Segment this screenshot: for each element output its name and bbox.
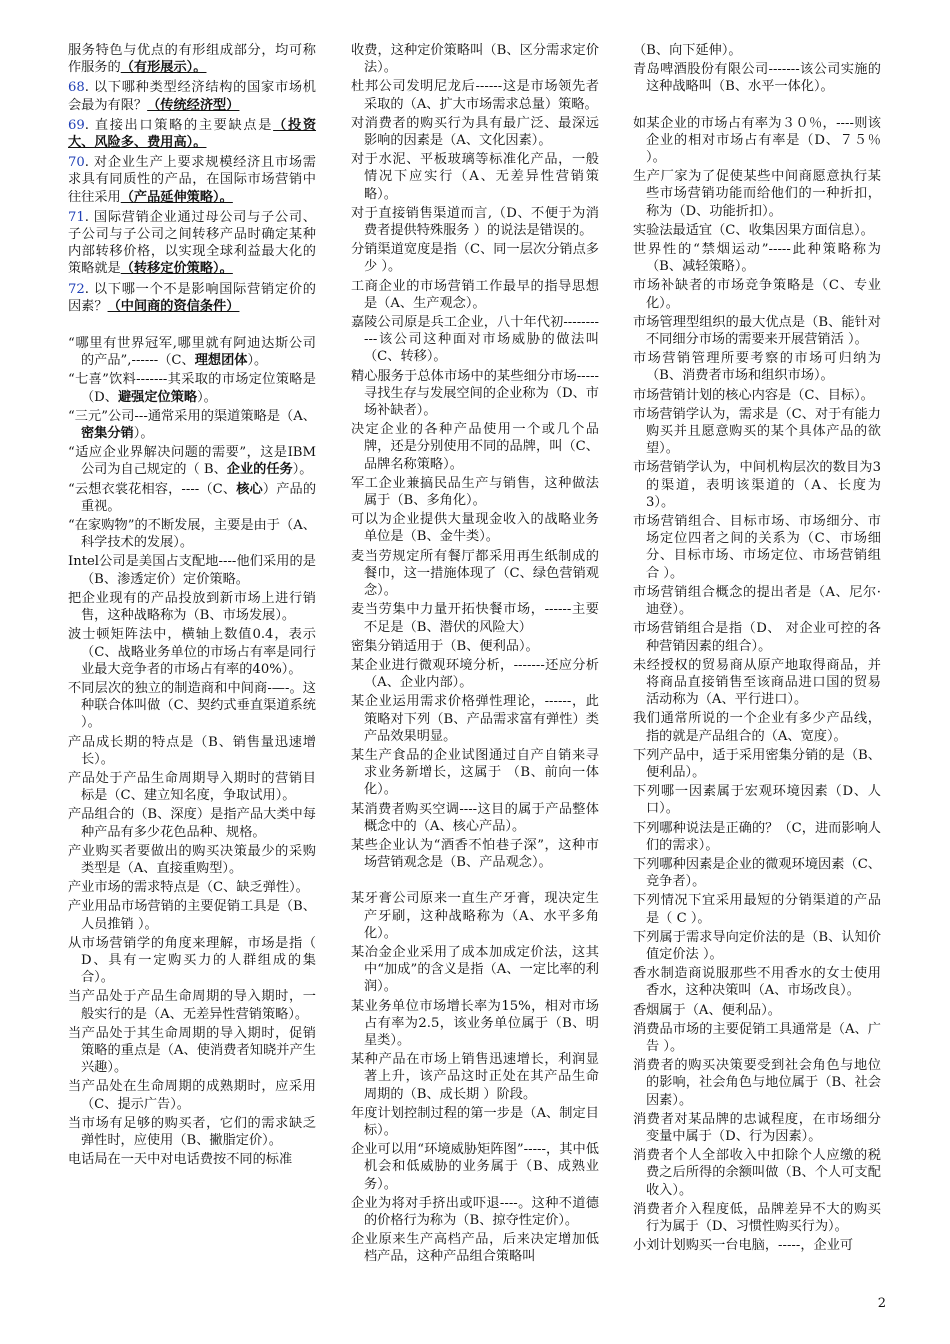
question-text: 不同层次的独立的制造商和中间商-—-。这种联合体叫做（C、契约式垂直渠道系统 ）。 [68,680,316,731]
question-text: 当产品处于其生命周期的导入期时，促销策略的重点是（A、使消费者知晓并产生兴趣）。 [68,1025,316,1076]
question-text: 产品成长期的特点是（B、销售量迅速增长）。 [68,734,316,767]
question-item: 某牙膏公司原来一直生产牙膏，现决定生产牙刷，这种战略称为（A、水平多角化）。 [351,891,599,941]
question-item: 军工企业兼搞民品生产与销售，这种做法属于（B、多角化）。 [351,475,599,509]
answer-emphasis: 企业的任务 [226,462,293,478]
question-item: 某企业进行微观环境分析，-------还应分析（A、企业内部）。 [351,657,599,691]
question-text: “哪里有世界冠军,哪里就有阿迪达斯公司的产品”,------（C、 [68,336,316,369]
column-left [68,42,316,1170]
question-item [68,209,316,278]
answer-text: （转移定价策略）。 [120,261,233,277]
question-item: 市场营销学认为，需求是（C、对于有能力购买并且愿意购买的某个具体产品的欲望）。 [633,406,881,457]
question-item [68,680,316,732]
question-item: 下列哪种说法是正确的？（C，进而影响人们的需求）。 [633,820,881,853]
question-item: 市场营销管理所要考察的市场可归纳为（B、消费者市场和组织市场）。 [633,351,881,384]
question-item: 实验法最适宜（C、收集因果方面信息）。 [633,222,874,238]
question-item: 收费，这种定价策略叫（B、区分需求定价法）。 [351,43,599,76]
question-item [68,117,316,151]
question-item [68,281,316,315]
answer-emphasis: 密集分销 [81,426,134,442]
question-item: 消费者个人全部收入中扣除个人应缴的税费之后所得的余额叫做（B、个人可支配收入）。 [633,1148,881,1198]
question-item [68,444,316,478]
question-item: 年度计划控制过程的第一步是（A、制定目标）。 [351,1105,599,1138]
question-item [68,988,316,1022]
question-text: ）。 [133,426,154,442]
question-item [68,898,316,932]
question-text: 波士顿矩阵法中，横轴上数值0.4，表示（C、战略业务单位的市场占有率是同行业最大竞争者的市场占有率的40%）。 [68,627,316,677]
question-item: 某企业运用需求价格弹性理论，------，此策略对下列（B、产品需求富有弹性）类产品效果明显。 [351,694,599,744]
question-number: 68 [68,80,85,96]
answer-emphasis: 避强定位策略 [117,389,198,405]
question-number: 69 [68,117,85,133]
question-item: 对于水泥、平板玻璃等标准化产品，一般情况下应实行（A、无差异性营销策略）。 [351,152,599,202]
question-item [68,879,316,896]
question-item [68,806,316,840]
spacer [68,318,316,335]
question-item [68,42,316,76]
question-text: . 国际营销企业通过母公司与子公司、子公司与子公司之间转移产品时确定某种内部转移价格，以实现全球利益最大化的策略就是 [68,209,316,277]
question-item [68,1078,316,1112]
column-middle [351,42,599,1268]
question-text: . 以下哪一个不是影响国际营销定价的因素？ [68,281,316,314]
question-item [68,553,316,587]
question-item: 决定企业的各种产品使用一个或几个品牌，还是分别使用不同的品牌，叫（C、品牌名称策略）。 [351,422,599,472]
question-item [68,517,316,551]
spacer [633,98,881,115]
question-item [68,1115,316,1149]
question-text: ）。 [292,462,313,478]
question-item [68,79,316,113]
question-item: 某生产食品的企业试图通过自产自销来寻求业务新增长，这属于 （B、前向一体化）。 [351,747,599,798]
answer-text: （投资大、风险多、费用高）。 [68,117,317,151]
question-item [68,154,316,206]
question-item: 消费者介入程度低，品牌差异不大的购买行为属于（D、习惯性购买行为）。 [633,1201,881,1234]
answer-emphasis: 核心 [236,481,263,497]
question-item: 市场营销组合是指（D、 对企业可控的各种营销因素的组合）。 [633,621,881,654]
question-item: 对于直接销售渠道而言,（D、不便于为消费者提供特殊服务 ）的说法是错误的。 [351,205,599,239]
question-item: 某些企业认为“酒香不怕巷子深”，这种市场营销观念是（B、产品观念）。 [351,837,599,871]
answer-text: （传统经济型） [147,97,240,113]
question-item: 下列属于需求导向定价法的是（B、认知价值定价法 ）。 [633,929,881,962]
question-text: Intel公司是美国占支配地----他们采用的是（B、渗透定价）定价策略。 [68,554,316,587]
question-text: 当产品处于产品生命周期的导入期时，一般实行的是（A、无差异性营销策略）。 [68,989,316,1022]
question-text: . 直接出口策略的主要缺点是 [84,117,274,133]
question-item: 嘉陵公司原是兵工企业，八十年代初-----------该公司这种面对市场威胁的做法叫（C、转移）。 [351,315,599,365]
question-text: . 对企业生产上要求规模经济且市场需求具有同质性的产品，在国际市场营销中往往采用 [68,155,316,205]
question-item: 香烟属于（A、便利品）。 [633,1002,781,1018]
question-item: 市场营销组合概念的提出者是（A、尼尔·迪登）。 [633,584,881,618]
question-text: . 以下哪种类型经济结构的国家市场机会最为有限？ [68,80,316,113]
question-item [68,770,316,804]
question-item: 市场营销组合、目标市场、市场细分、市场定位四者之间的关系为（C、市场细分、目标市场、市场定位、市场营销组合 ）。 [633,514,881,581]
question-text: “七喜”饮料-------其采取的市场定位策略是（D、 [68,372,316,405]
question-item [68,626,316,678]
question-text: ）。 [197,389,217,405]
question-text: 产品组合的（B、深度）是指产品大类中每种产品有多少花色品种、规格。 [68,807,316,840]
question-item: 精心服务于总体市场中的某些细分市场-----寻找生存与发展空间的企业称为（D、市场补缺者）。 [351,368,599,419]
question-item [68,843,316,877]
question-item: 市场管理型组织的最大优点是（B、能针对不同细分市场的需要来开展营销活 ）。 [633,314,881,348]
question-item: 可以为企业提供大量现金收入的战略业务单位是（B、金牛类）。 [351,512,599,545]
question-number: 72 [68,281,85,297]
question-text: 服务特色与优点的有形组成部分，均可称作服务的 [68,43,316,76]
question-item: 密集分销适用于（B、便利品）。 [351,638,539,654]
question-item: 青岛啤酒股份有限公司-------该公司实施的这种战略叫（B、水平一体化）。 [633,62,881,95]
question-item: 消费者的购买决策要受到社会角色与地位的影响，社会角色与地位属于（B、社会因素）。 [633,1058,881,1108]
answer-emphasis: 理想团体 [194,353,248,369]
question-item [68,335,316,369]
question-item [68,481,316,515]
answer-text: （中间商的资信条件） [107,298,240,314]
answer-text: （产品延伸策略）。 [120,189,233,205]
question-text: 产品处于产品生命周期导入期时的营销目标是（C、建立知名度，争取试用）。 [68,770,316,804]
question-text: ）产品的重视。 [81,481,317,514]
question-item: 杜邦公司发明尼龙后------这是市场领先者采取的（A、扩大市场需求总量）策略。 [351,79,599,112]
question-item: 工商企业的市场营销工作最早的指导思想是（A、生产观念）。 [351,278,599,311]
answer-text: （有形展示）。 [120,60,207,76]
question-item [68,734,316,768]
question-item [68,1151,316,1168]
question-text: “适应企业界解决问题的需要”，这是IBM公司为自己规定的（ B、 [68,445,316,478]
question-item [68,935,316,987]
question-item: 消费者对某品牌的忠诚程度，在市场细分变量中属于（D、行为因素）。 [633,1111,881,1144]
question-item: 某业务单位市场增长率为15%，相对市场占有率为2.5，该业务单位属于（B、明星类）。 [351,998,599,1048]
question-item: 下列情况下宜采用最短的分销渠道的产品是（ C ）。 [633,893,881,926]
question-item [68,408,316,442]
question-item: 分销渠道宽度是指（C、同一层次分销点多少 ）。 [351,242,599,275]
question-item [68,371,316,405]
question-item: 某消费者购买空调----这目的属于产品整体概念中的（A、核心产品）。 [351,801,599,834]
column-right [633,42,881,1256]
question-item [68,1025,316,1077]
question-item: （B、向下延伸）。 [633,43,742,58]
question-item: 生产厂家为了促使某些中间商愿意执行某些市场营销功能而给他们的一种折扣，称为（D、功能折扣）。 [633,169,881,219]
question-text: 电话局在一天中对电话费按不同的标准 [68,1152,293,1168]
question-item: 对消费者的购买行为具有最广泛、最深远影响的因素是（A、文化因素）。 [351,115,599,149]
question-item: 麦当劳集中力量开拓快餐市场，------主要不足是（B、潜伏的风险大） [351,602,599,635]
question-text: “云想衣裳花相容，----（C、 [68,481,237,497]
question-item [68,590,316,624]
question-number: 70 [68,155,85,171]
spacer [351,873,599,890]
question-item: 某种产品在市场上销售迅速增长，利润显著上升，该产品这时正处在其产品生命周期的（B、成长期 ）阶段。 [351,1052,599,1102]
question-item: 世界性的“禁烟运动”-----此种策略称为（B、减轻策略）。 [633,242,881,275]
question-item: 市场补缺者的市场竞争策略是（C、专业化）。 [633,278,881,311]
question-item: 市场营销学认为，中间机构层次的数目为3的渠道，表明该渠道的（A、长度为3）。 [633,460,881,510]
page-number: 2 [877,1295,886,1311]
question-item: 小刘计划购买一台电脑，-----，企业可 [633,1238,854,1254]
question-item: 下列产品中，适于采用密集分销的是（B、便利品）。 [633,747,881,780]
question-text: “在家购物”的不断发展，主要是由于（A、科学技术的发展）。 [68,518,316,551]
question-item: 企业原来生产高档产品，后来决定增加低档产品，这种产品组合策略叫 [351,1232,599,1265]
question-text: 从市场营销学的角度来理解，市场是指（ D、具有一定购买力的人群组成的集合）。 [68,935,316,986]
question-item: 如某企业的市场占有率为３０％，----则该企业的相对市场占有率是（D、７５％ ）。 [633,115,881,166]
question-item: 我们通常所说的一个企业有多少产品线，指的就是产品组合的（A、宽度）。 [633,711,881,744]
question-item: 某冶金企业采用了成本加成定价法，这其中“加成”的含义是指（A、一定比率的利润）。 [351,944,599,995]
question-text: 产业购买者要做出的购买决策最少的采购类型是（A、直接重购型）。 [68,843,316,876]
question-item: 企业可以用“环境威胁矩阵图”-----，其中低机会和低威胁的业务属于（B、成熟业务）。 [351,1142,599,1192]
question-text: “三元”公司---通常采用的渠道策略是（A、 [68,408,316,424]
question-number: 71 [68,209,85,225]
question-item: 麦当劳规定所有餐厅都采用再生纸制成的餐巾，这一措施体现了（C、绿色营销观念）。 [351,548,599,599]
question-item: 下列哪种因素是企业的微观环境因素（C、竞争者）。 [633,856,881,890]
question-item: 消费品市场的主要促销工具通常是（A、广告 ）。 [633,1021,881,1054]
question-item: 未经授权的贸易商从原产地取得商品，并将商品直接销售至该商品进口国的贸易活动称为（A、平行进口）。 [633,657,881,708]
question-text: 当产品处在生命周期的成熟期时，应采用（C、提示广告）。 [68,1079,316,1112]
question-text: 产业用品市场营销的主要促销工具是（B、人员推销 ）。 [68,899,316,932]
question-text: 产业市场的需求特点是（C、缺乏弹性）。 [68,880,309,896]
question-item: 市场营销计划的核心内容是（C、目标）。 [633,387,874,403]
question-text: ）。 [247,353,268,369]
question-item: 企业为将对手挤出或吓退----。这种不道德的价格行为称为（B、掠夺性定价）。 [351,1195,599,1228]
question-item: 下列哪一因素属于宏观环境因素（D、人口）。 [633,784,881,817]
question-item: 香水制造商说服那些不用香水的女士使用香水，这种决策叫（A、市场改良）。 [633,966,881,999]
question-text: 把企业现有的产品投放到新市场上进行销售，这种战略称为（B、市场发展）。 [68,590,316,624]
question-text: 当市场有足够的购买者，它们的需求缺乏弹性时，应使用（B、撇脂定价）。 [68,1115,316,1148]
